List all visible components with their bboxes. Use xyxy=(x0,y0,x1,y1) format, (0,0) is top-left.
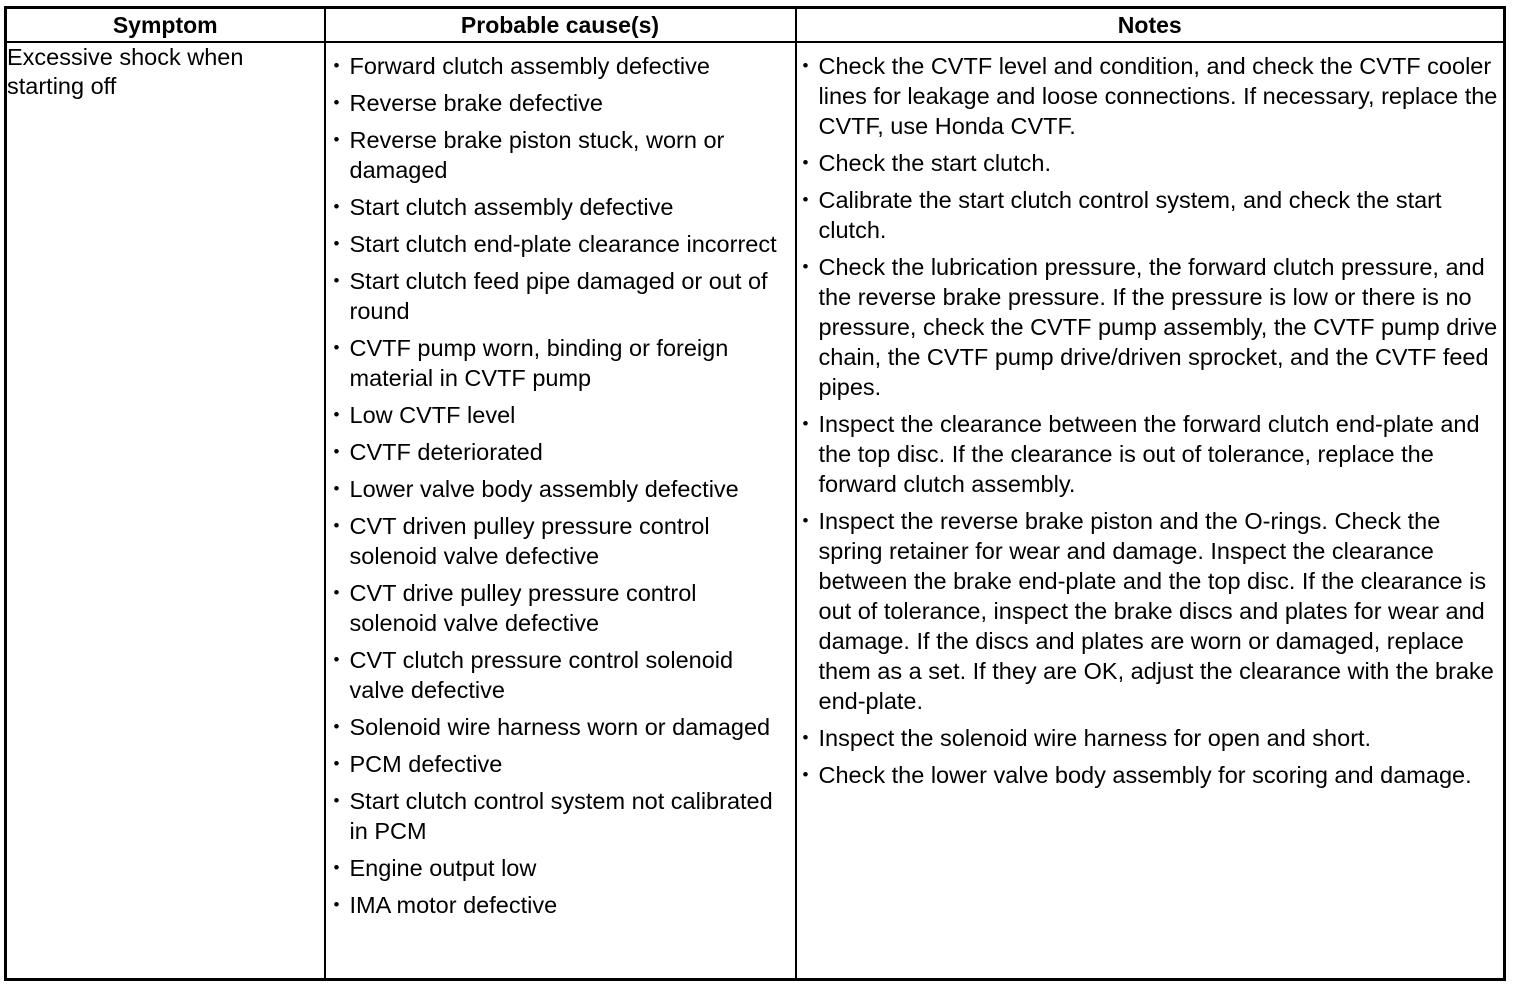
cause-item xyxy=(332,400,791,430)
bullet-icon: • xyxy=(802,728,809,747)
cause-item xyxy=(332,890,791,920)
note-item-text: Check the start clutch. xyxy=(818,150,1051,176)
bullet-icon: • xyxy=(333,791,340,810)
cause-item xyxy=(332,437,791,467)
troubleshooting-table xyxy=(4,6,1506,981)
cause-item-text: Forward clutch assembly defective xyxy=(349,53,710,79)
header-notes: Notes xyxy=(796,8,1505,43)
cause-item-text: CVT drive pulley pressure control solenoid valve defective xyxy=(349,580,697,636)
bullet-icon: • xyxy=(333,583,340,602)
bullet-icon: • xyxy=(802,190,809,209)
cause-item xyxy=(332,192,791,222)
cause-item-text: Reverse brake defective xyxy=(349,90,603,116)
cause-item-text: PCM defective xyxy=(349,751,503,777)
cause-item-text: Start clutch assembly defective xyxy=(349,194,674,220)
header-symptom: Symptom xyxy=(6,8,325,43)
note-item xyxy=(801,185,1502,245)
cause-item xyxy=(332,229,791,259)
cause-item-text: Start clutch control system not calibrated in PCM xyxy=(349,788,773,844)
bullet-icon: • xyxy=(802,257,809,276)
bullet-icon: • xyxy=(333,271,340,290)
cause-item xyxy=(332,853,791,883)
note-item xyxy=(801,252,1502,402)
causes-list xyxy=(326,43,795,920)
cause-item xyxy=(332,786,791,846)
bullet-icon: • xyxy=(802,511,809,530)
bullet-icon: • xyxy=(333,754,340,773)
cause-item xyxy=(332,712,791,742)
note-item xyxy=(801,506,1502,716)
cause-item-text: CVTF pump worn, binding or foreign material in CVTF pump xyxy=(349,335,729,391)
note-item-text: Calibrate the start clutch control system, and check the start clutch. xyxy=(818,187,1442,243)
cause-item-text: CVT clutch pressure control solenoid valve defective xyxy=(349,647,734,703)
note-item xyxy=(801,148,1502,178)
causes-cell xyxy=(325,42,796,980)
bullet-icon: • xyxy=(333,717,340,736)
note-item xyxy=(801,409,1502,499)
cause-item-text: Low CVTF level xyxy=(349,402,516,428)
bullet-icon: • xyxy=(802,56,809,75)
symptom-cell: Excessive shock when starting off xyxy=(6,42,325,980)
bullet-icon: • xyxy=(333,516,340,535)
bullet-icon: • xyxy=(333,479,340,498)
bullet-icon: • xyxy=(333,197,340,216)
note-item-text: Check the lower valve body assembly for scoring and damage. xyxy=(818,762,1472,788)
bullet-icon: • xyxy=(333,650,340,669)
bullet-icon: • xyxy=(333,93,340,112)
note-item xyxy=(801,723,1502,753)
cause-item-text: Start clutch end-plate clearance incorrect xyxy=(349,231,777,257)
note-item-text: Inspect the solenoid wire harness for open and short. xyxy=(818,725,1372,751)
cause-item xyxy=(332,88,791,118)
cause-item-text: Lower valve body assembly defective xyxy=(349,476,739,502)
cause-item-text: CVTF deteriorated xyxy=(349,439,543,465)
cause-item-text: Reverse brake piston stuck, worn or damaged xyxy=(349,127,725,183)
cause-item xyxy=(332,645,791,705)
cause-item xyxy=(332,511,791,571)
bullet-icon: • xyxy=(802,414,809,433)
bullet-icon: • xyxy=(802,153,809,172)
note-item-text: Inspect the reverse brake piston and the O-rings. Check the spring retainer for wear and damage. Inspect the clearance between the brake end-plate and the top disc. If the clearance is out of tolerance, inspect the brake discs and plates for wear and damage. If the discs and plates are worn or damaged, replace them as a set. If they are OK, adjust the clearance with the brake end-plate. xyxy=(818,508,1494,714)
cause-item xyxy=(332,474,791,504)
cause-item-text: Solenoid wire harness worn or damaged xyxy=(349,714,771,740)
bullet-icon: • xyxy=(333,130,340,149)
table-row xyxy=(6,42,1505,980)
note-item-text: Inspect the clearance between the forward clutch end-plate and the top disc. If the clearance is out of tolerance, replace the forward clutch assembly. xyxy=(818,411,1480,497)
bullet-icon: • xyxy=(333,338,340,357)
cause-item xyxy=(332,51,791,81)
cause-item-text: Engine output low xyxy=(349,855,537,881)
note-item-text: Check the lubrication pressure, the forward clutch pressure, and the reverse brake pressure. If the pressure is low or there is no pressure, check the CVTF pump assembly, the CVTF pump drive chain, the CVTF pump drive/driven sprocket, and the CVTF feed pipes. xyxy=(818,254,1498,400)
cause-item-text: CVT driven pulley pressure control solenoid valve defective xyxy=(349,513,710,569)
bullet-icon: • xyxy=(333,234,340,253)
cause-item-text: Start clutch feed pipe damaged or out of round xyxy=(349,268,768,324)
header-probable-causes: Probable cause(s) xyxy=(325,8,796,43)
notes-list xyxy=(797,43,1504,790)
cause-item-text: IMA motor defective xyxy=(349,892,558,918)
cause-item xyxy=(332,125,791,185)
bullet-icon: • xyxy=(333,858,340,877)
bullet-icon: • xyxy=(333,405,340,424)
note-item xyxy=(801,51,1502,141)
note-item xyxy=(801,760,1502,790)
cause-item xyxy=(332,333,791,393)
bullet-icon: • xyxy=(333,442,340,461)
bullet-icon: • xyxy=(333,895,340,914)
bullet-icon: • xyxy=(333,56,340,75)
note-item-text: Check the CVTF level and condition, and check the CVTF cooler lines for leakage and loose connections. If necessary, replace the CVTF, use Honda CVTF. xyxy=(818,53,1498,139)
cause-item xyxy=(332,578,791,638)
cause-item xyxy=(332,749,791,779)
notes-cell xyxy=(796,42,1505,980)
bullet-icon: • xyxy=(802,765,809,784)
cause-item xyxy=(332,266,791,326)
header-row xyxy=(6,8,1505,43)
